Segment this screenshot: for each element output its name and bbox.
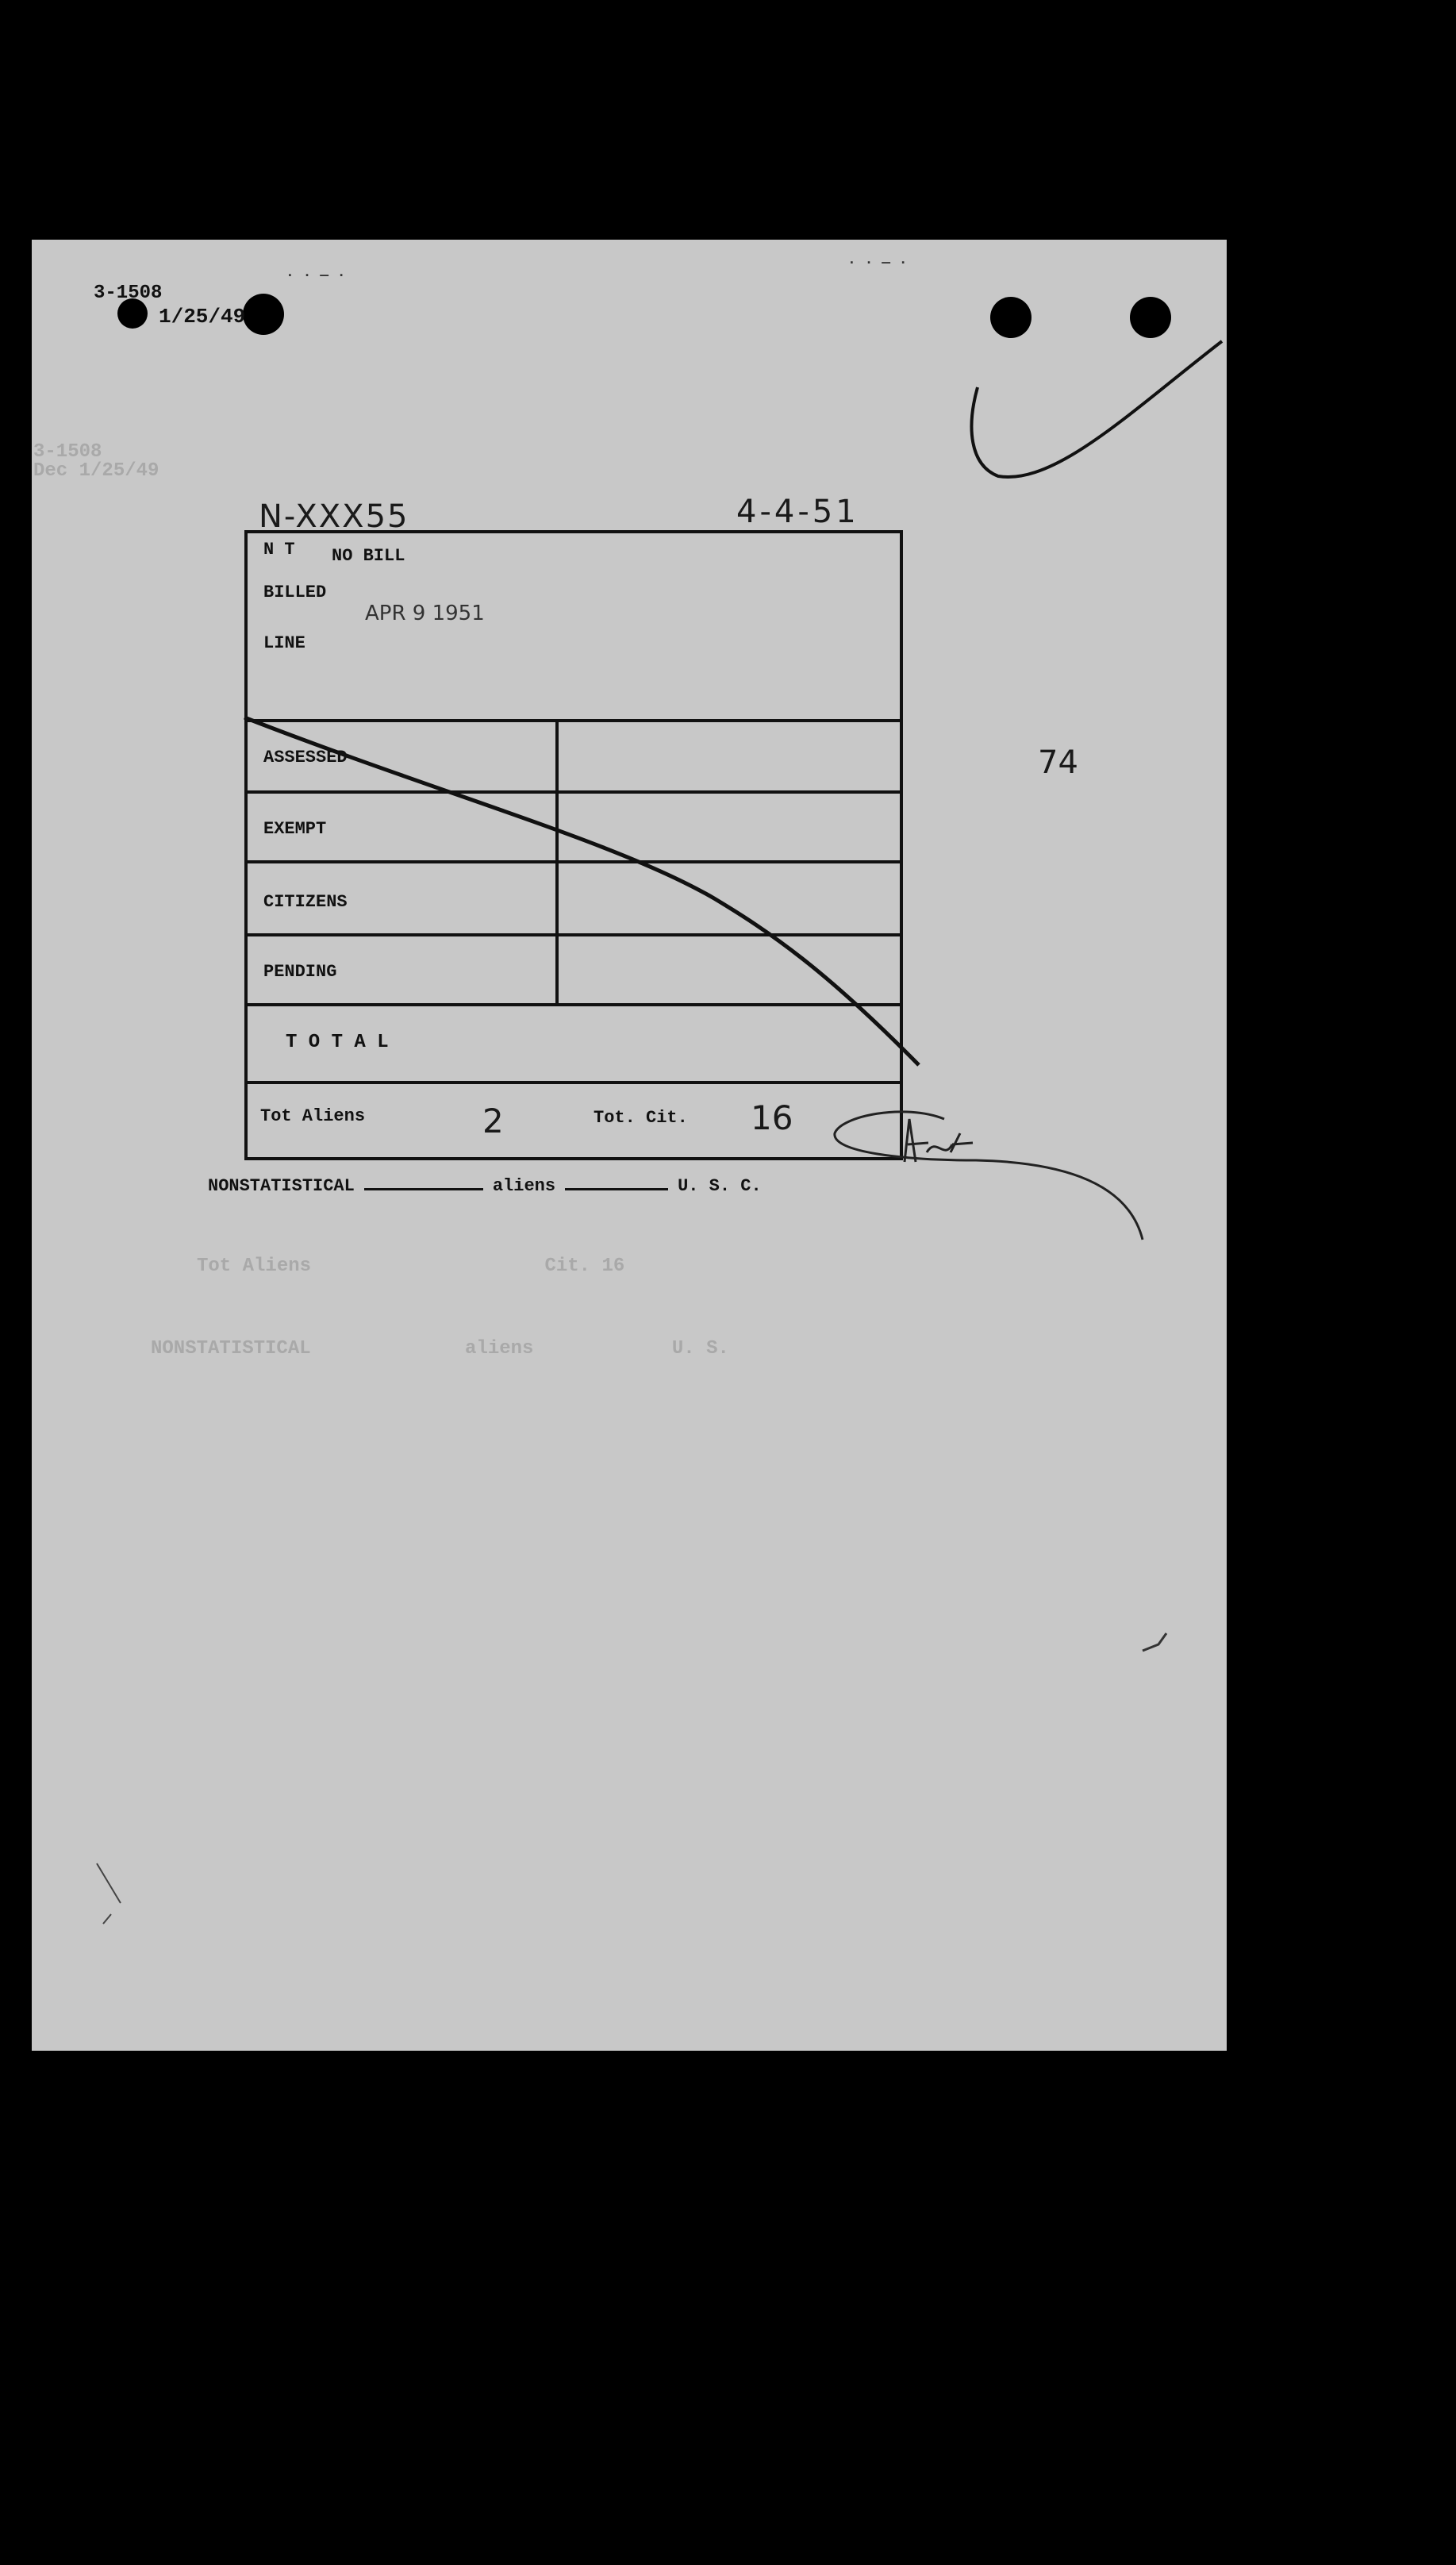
document-page [32,240,1227,2051]
initials-signature [905,1119,973,1162]
checkmark-stroke [972,341,1222,477]
tot-cit-value: 16 [751,1098,793,1137]
row-label-assessed: ASSESSED [263,748,348,767]
file-ref-line1: 3-1508 [94,283,163,304]
usc-label: U. S. C. [678,1176,762,1196]
ghost-bleed-line2-mid: aliens [465,1338,534,1359]
aliens-label: aliens [492,1176,556,1196]
billed-label: BILLED [263,583,327,602]
ghost-bleed-line2-end: U. S. [671,1338,729,1359]
tot-aliens-label: Tot Aliens [260,1106,366,1126]
ghost-bleed-line1-label: Tot Aliens [197,1256,312,1277]
row-label-citizens: CITIZENS [263,892,348,912]
case-number: N-XXX55 [259,498,409,535]
top-marks: · · — · [286,268,346,284]
margin-note: 74 [1038,744,1078,781]
tot-cit-label: Tot. Cit. [594,1108,688,1128]
diagonal-cancel-stroke [244,717,919,1065]
corner-scratch-mark [97,1863,121,1924]
small-tick-mark [1143,1633,1166,1651]
tot-aliens-value: 2 [482,1102,504,1140]
nonstatistical-label: NONSTATISTICAL [208,1176,355,1196]
pen-marks-layer [32,240,1227,2051]
line-label: LINE [263,633,305,653]
ghost-bleed-line2-label: NONSTATISTICAL [151,1338,311,1359]
ghost-bleed-line1-value: Cit. 16 [544,1256,625,1277]
ghost-ref-line2: Dec 1/25/49 [33,460,159,482]
billed-date-stamp: APR 9 1951 [365,602,485,625]
total-label: T O T A L [286,1032,389,1053]
row-label-exempt: EXEMPT [263,819,327,839]
initials-loop-stroke [835,1112,1143,1240]
top-marks-right: · · — · [847,256,908,271]
no-bill-label: NO BILL [332,546,405,566]
file-ref-line2: 1/25/49 [159,305,246,329]
ghost-ref-line1: 3-1508 [33,441,102,463]
nt-label: N T [263,540,295,560]
form-date: 4-4-51 [736,494,859,530]
row-label-pending: PENDING [263,962,337,982]
